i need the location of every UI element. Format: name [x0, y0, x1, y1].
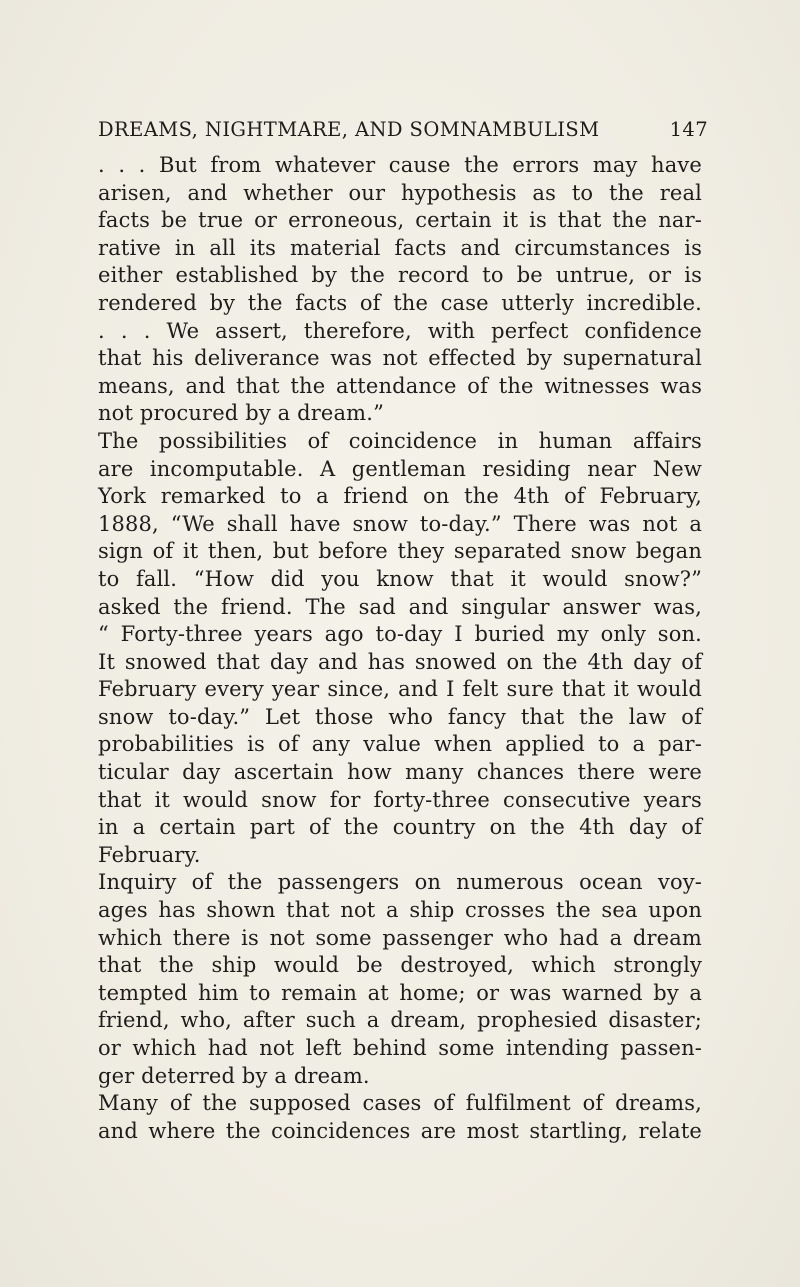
text-line: February.: [98, 842, 201, 867]
text-line: in a certain part of the country on the 4th day of: [98, 815, 702, 840]
text-line: . . . But from whatever cause the errors may have: [98, 153, 702, 177]
running-title: DREAMS, NIGHTMARE, AND SOMNAMBULISM: [98, 118, 600, 141]
text-line: February every year since, and I felt sure that it would: [98, 677, 702, 702]
running-head: [98, 118, 708, 146]
text-line: sign of it then, but before they separated snow began: [98, 539, 702, 564]
text-line: tempted him to remain at home; or was warned by a: [98, 980, 702, 1005]
text-line: facts be true or erroneous, certain it is that the nar-: [98, 208, 702, 233]
text-line: The possibilities of coincidence in human affairs: [98, 428, 702, 453]
text-line: and where the coincidences are most startling, relate: [98, 1118, 702, 1143]
text-line: rendered by the facts of the case utterly incredible.: [98, 290, 702, 315]
text-line: that it would snow for forty-three consecutive years: [98, 787, 702, 812]
text-line: that his deliverance was not effected by supernatural: [98, 346, 702, 371]
text-line: to fall. “How did you know that it would snow?”: [98, 566, 702, 591]
text-line: asked the friend. The sad and singular answer was,: [98, 594, 702, 619]
page-number: 147: [669, 118, 708, 141]
text-line: York remarked to a friend on the 4th of February,: [98, 484, 702, 509]
text-line: snow to-day.” Let those who fancy that the law of: [98, 704, 702, 729]
text-line: are incomputable. A gentleman residing near New: [98, 456, 702, 481]
text-line: arisen, and whether our hypothesis as to the real: [98, 180, 702, 205]
text-line: rative in all its material facts and circumstances is: [98, 235, 702, 260]
text-line: 1888, “We shall have snow to-day.” There was not a: [98, 511, 702, 536]
text-line: . . . We assert, therefore, with perfect confidence: [98, 318, 702, 343]
text-line: probabilities is of any value when applied to a par-: [98, 732, 702, 757]
text-line: It snowed that day and has snowed on the 4th day of: [98, 649, 702, 674]
text-line: “ Forty-three years ago to-day I buried my only son.: [98, 622, 702, 647]
text-line: not procured by a dream.”: [98, 401, 384, 426]
text-line: which there is not some passenger who had a dream: [98, 925, 702, 950]
text-line: or which had not left behind some intending passen-: [98, 1036, 702, 1060]
text-line: ticular day ascertain how many chances there were: [98, 760, 702, 785]
text-line: ages has shown that not a ship crosses the sea upon: [98, 898, 702, 923]
text-line: friend, who, after such a dream, prophesied disaster;: [98, 1008, 702, 1033]
text-line: Many of the supposed cases of fulfilment of dreams,: [98, 1091, 702, 1116]
text-line: Inquiry of the passengers on numerous ocean voy-: [98, 870, 702, 895]
body-text: [98, 152, 702, 1145]
text-line: either established by the record to be untrue, or is: [98, 263, 702, 288]
text-line: means, and that the attendance of the witnesses was: [98, 373, 702, 398]
text-line: ger deterred by a dream.: [98, 1063, 370, 1088]
text-line: that the ship would be destroyed, which strongly: [98, 953, 702, 978]
